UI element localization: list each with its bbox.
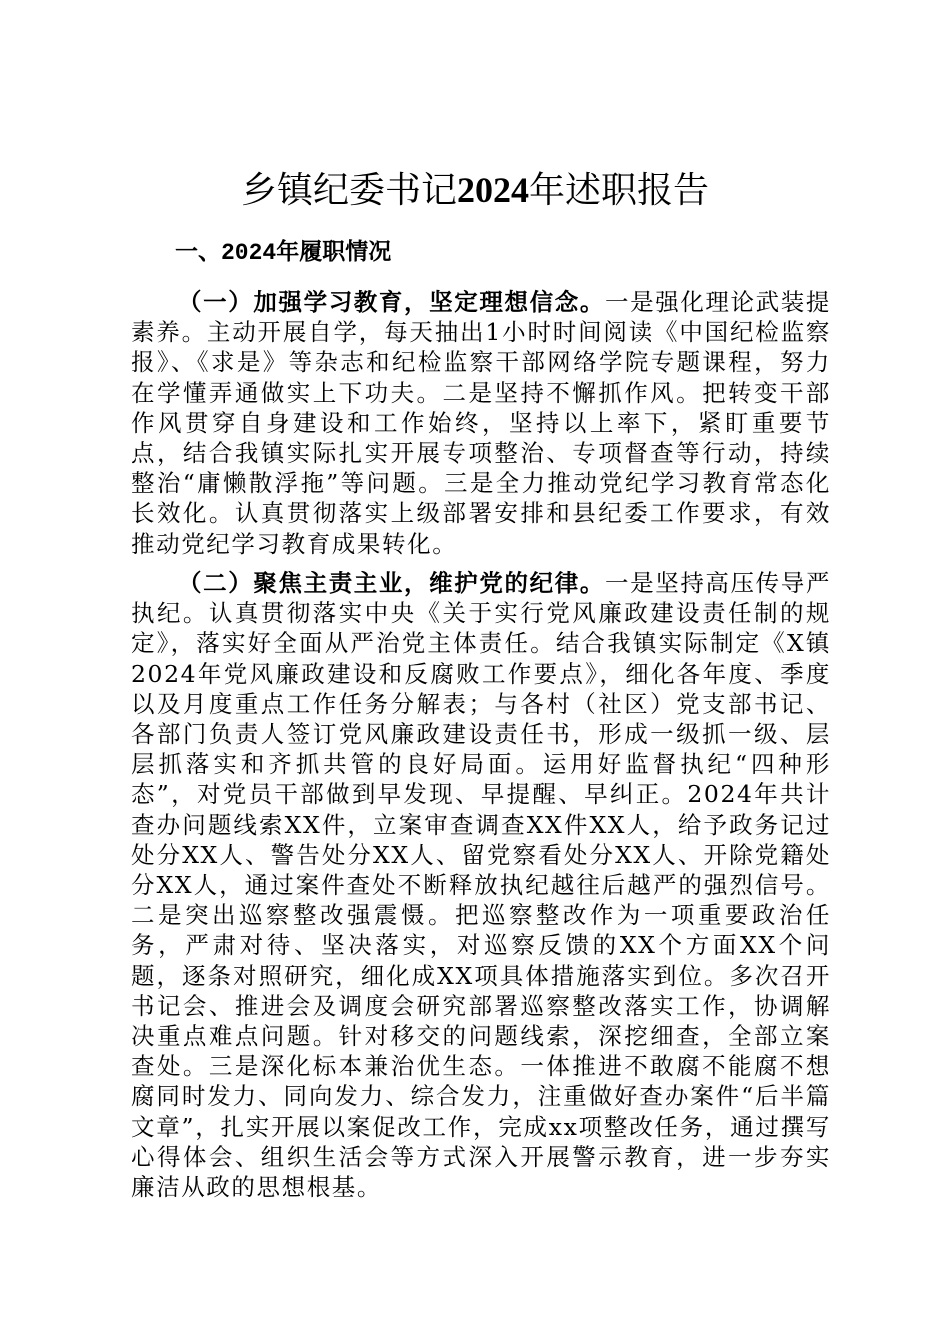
paragraph-body: 一是强化理论武装提素养。主动开展自学，每天抽出1小时时间阅读《中国纪检监察报》、《求是》等杂志和纪检监察干部网络学院专题课程，努力在学懂弄通做实上下功夫。二是坚持不懈抓作风。把转变干部作风贯穿自身建设和工作始终，坚持以上率下，紧盯重要节点，结合我镇实际扎实开展专项整治、专项督查等行动，持续整治“庸懒散浮拖”等问题。三是全力推动党纪学习教育常态化长效化。认真贯彻落实上级部署安排和县纪委工作要求，有效推动党纪学习教育成果转化。 bbox=[131, 288, 831, 558]
paragraph-lead: （二）聚焦主责主业，维护党的纪律。 bbox=[178, 569, 605, 597]
title-prefix: 乡镇纪委书记 bbox=[240, 170, 457, 211]
paragraph-body: 一是坚持高压传导严执纪。认真贯彻落实中央《关于实行党风廉政建设责任制的规定》，落实好全面从严治党主体责任。结合我镇实际制定《X镇2024年党风廉政建设和反腐败工作要点》，细化各年度、季度以及月度重点工作任务分解表；与各村（社区）党支部书记、各部门负责人签订党风廉政建设责任书，形成一级抓一级、层层抓落实和齐抓共管的良好局面。运用好监督执纪“四种形态”，对党员干部做到早发现、早提醒、早纠正。2024年共计查办问题线索XX件，立案审查调查XX件XX人，给予政务记过处分XX人、警告处分XX人、留党察看处分XX人、开除党籍处分XX人，通过案件查处不断释放执纪越往后越严的强烈信号。二是突出巡察整改强震慑。把巡察整改作为一项重要政治任务，严肃对待、坚决落实，对巡察反馈的XX个方面XX个问题，逐条对照研究，细化成XX项具体措施落实到位。多次召开书记会、推进会及调度会研究部署巡察整改落实工作，协调解决重点难点问题。针对移交的问题线索，深挖细查，全部立案查处。三是深化标本兼治优生态。一体推进不敢腐不能腐不想腐同时发力、同向发力、综合发力，注重做好查办案件“后半篇文章”，扎实开展以案促改工作，完成xx项整改任务，通过撰写心得体会、组织生活会等方式深入开展警示教育，进一步夯实廉洁从政的思想根基。 bbox=[131, 569, 831, 1202]
paragraph-party-discipline bbox=[131, 568, 831, 1202]
section-heading-suffix: 年履职情况 bbox=[276, 238, 392, 265]
title-year: 2024 bbox=[457, 170, 529, 210]
title-suffix: 年述职报告 bbox=[529, 170, 710, 211]
section-heading-1 bbox=[175, 236, 391, 269]
document-title bbox=[0, 164, 950, 217]
section-heading-year: 2024 bbox=[221, 240, 277, 266]
paragraph-study-education bbox=[131, 287, 831, 559]
paragraph-lead: （一）加强学习教育，坚定理想信念。 bbox=[178, 288, 605, 316]
section-heading-prefix: 一、 bbox=[175, 238, 221, 265]
